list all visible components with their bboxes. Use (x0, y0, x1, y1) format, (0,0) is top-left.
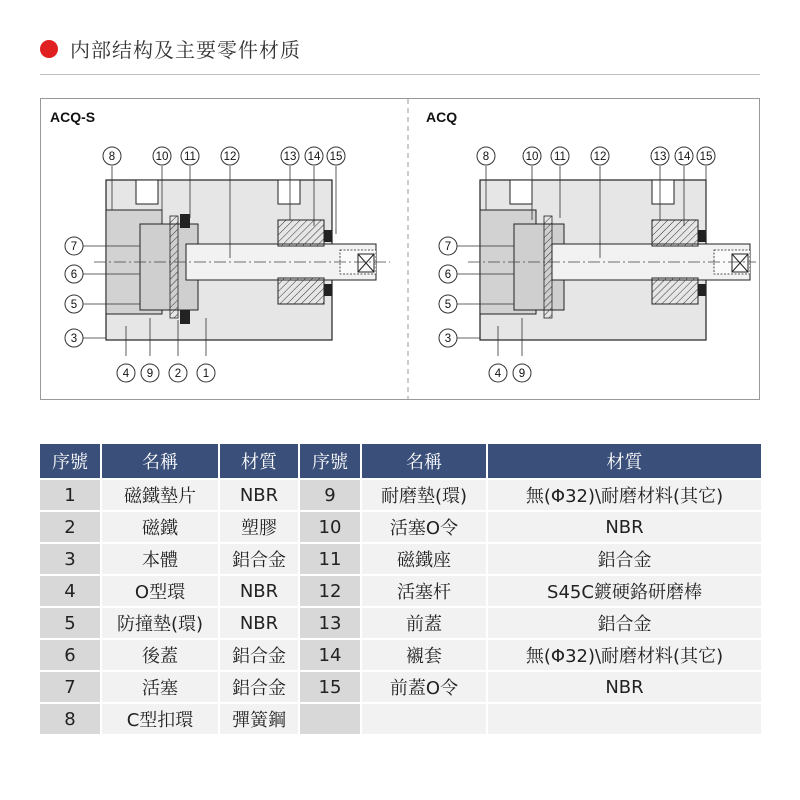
port (652, 180, 674, 204)
svg-text:5: 5 (444, 299, 452, 311)
part-name: 磁鐵 (101, 511, 219, 543)
diagram-title: ACQ (426, 109, 458, 125)
svg-text:12: 12 (223, 151, 237, 163)
front-cover-o-ring (698, 284, 706, 296)
part-number: 10 (299, 511, 361, 543)
callout-15 (327, 147, 345, 165)
svg-text:11: 11 (554, 151, 566, 163)
part-number: 1 (39, 479, 101, 511)
part-material: 塑膠 (219, 511, 299, 543)
svg-text:1: 1 (202, 368, 210, 380)
column-header: 序號 (299, 443, 361, 479)
part-material: NBR (219, 607, 299, 639)
magnet-seat (544, 216, 552, 318)
callout-14 (305, 147, 323, 165)
part-material: 鋁合金 (219, 671, 299, 703)
table-header-row (39, 443, 762, 479)
callout-11 (181, 147, 199, 165)
part-number: 11 (299, 543, 361, 575)
callout-3 (65, 329, 83, 347)
diagram-title: ACQ-S (50, 109, 96, 125)
part-number: 4 (39, 575, 101, 607)
table-row (39, 671, 762, 703)
callout-4 (117, 364, 135, 382)
part-number: 14 (299, 639, 361, 671)
part-number: 8 (39, 703, 101, 735)
part-number: 9 (299, 479, 361, 511)
front-cover-o-ring (324, 230, 332, 242)
part-material: NBR (219, 575, 299, 607)
part-number: 13 (299, 607, 361, 639)
part-material: 無(Φ32)\耐磨材料(其它) (487, 479, 762, 511)
front-cover-o-ring (698, 230, 706, 242)
table-row (39, 543, 762, 575)
callout-1 (197, 364, 215, 382)
table-row (39, 703, 762, 735)
callout-8 (103, 147, 121, 165)
part-number: 7 (39, 671, 101, 703)
part-material: 鋁合金 (487, 543, 762, 575)
column-header: 序號 (39, 443, 101, 479)
part-name: 襯套 (361, 639, 487, 671)
bushing (278, 220, 324, 246)
callout-7 (65, 237, 83, 255)
part-number (299, 703, 361, 735)
callout-3 (439, 329, 457, 347)
callout-12 (591, 147, 609, 165)
structure-diagram-panel (40, 98, 760, 400)
svg-text:14: 14 (307, 151, 321, 163)
callout-6 (439, 265, 457, 283)
column-header: 名稱 (101, 443, 219, 479)
svg-text:7: 7 (70, 241, 78, 253)
part-material: NBR (487, 511, 762, 543)
callout-9 (513, 364, 531, 382)
svg-text:13: 13 (283, 151, 297, 163)
svg-text:14: 14 (677, 151, 691, 163)
table-row (39, 511, 762, 543)
callout-4 (489, 364, 507, 382)
svg-text:15: 15 (329, 151, 343, 163)
part-name: O型環 (101, 575, 219, 607)
part-material: NBR (487, 671, 762, 703)
svg-text:13: 13 (653, 151, 667, 163)
svg-text:15: 15 (699, 151, 713, 163)
svg-text:2: 2 (174, 368, 182, 380)
section-title: 内部结构及主要零件材质 (70, 38, 301, 62)
magnet (180, 214, 190, 228)
part-name: 活塞杆 (361, 575, 487, 607)
part-name: C型扣環 (101, 703, 219, 735)
table-row (39, 607, 762, 639)
red-bullet-icon (40, 40, 58, 58)
callout-12 (221, 147, 239, 165)
part-name (361, 703, 487, 735)
svg-text:9: 9 (518, 368, 526, 380)
svg-text:10: 10 (155, 151, 169, 163)
part-number: 2 (39, 511, 101, 543)
svg-text:6: 6 (444, 269, 452, 281)
table-row (39, 575, 762, 607)
magnet-seat (170, 216, 178, 318)
svg-text:4: 4 (122, 368, 130, 380)
part-number: 12 (299, 575, 361, 607)
part-material: 彈簧鋼 (219, 703, 299, 735)
column-header: 名稱 (361, 443, 487, 479)
svg-text:5: 5 (70, 299, 78, 311)
column-header: 材質 (487, 443, 762, 479)
svg-text:10: 10 (525, 151, 539, 163)
front-cover-o-ring (324, 284, 332, 296)
callout-15 (697, 147, 715, 165)
callout-7 (439, 237, 457, 255)
svg-text:11: 11 (184, 151, 196, 163)
callout-10 (153, 147, 171, 165)
callout-13 (651, 147, 669, 165)
column-header: 材質 (219, 443, 299, 479)
part-name: 磁鐵墊片 (101, 479, 219, 511)
bushing (652, 278, 698, 304)
svg-text:4: 4 (494, 368, 502, 380)
svg-text:6: 6 (70, 269, 78, 281)
callout-10 (523, 147, 541, 165)
parts-material-table (38, 442, 763, 736)
bushing (652, 220, 698, 246)
bushing (278, 278, 324, 304)
header-divider (40, 74, 760, 75)
section-header (40, 34, 301, 63)
svg-text:9: 9 (146, 368, 154, 380)
table-row (39, 479, 762, 511)
part-number: 6 (39, 639, 101, 671)
callout-5 (65, 295, 83, 313)
part-number: 3 (39, 543, 101, 575)
svg-text:7: 7 (444, 241, 452, 253)
callout-14 (675, 147, 693, 165)
part-material: 鋁合金 (219, 639, 299, 671)
table-row (39, 639, 762, 671)
part-material: 無(Φ32)\耐磨材料(其它) (487, 639, 762, 671)
callout-11 (551, 147, 569, 165)
port (278, 180, 300, 204)
callout-2 (169, 364, 187, 382)
part-material: S45C鍍硬鉻研磨棒 (487, 575, 762, 607)
part-name: 活塞 (101, 671, 219, 703)
part-name: 活塞O令 (361, 511, 487, 543)
cylinder-cross-section-diagrams (40, 98, 760, 400)
part-name: 磁鐵座 (361, 543, 487, 575)
part-name: 前蓋O令 (361, 671, 487, 703)
port (136, 180, 158, 204)
part-material: 鋁合金 (219, 543, 299, 575)
callout-8 (477, 147, 495, 165)
svg-text:8: 8 (482, 151, 490, 163)
port (510, 180, 532, 204)
magnet (180, 310, 190, 324)
callout-6 (65, 265, 83, 283)
part-name: 後蓋 (101, 639, 219, 671)
svg-text:3: 3 (444, 333, 452, 345)
part-material (487, 703, 762, 735)
part-number: 15 (299, 671, 361, 703)
part-name: 前蓋 (361, 607, 487, 639)
svg-text:3: 3 (70, 333, 78, 345)
part-name: 耐磨墊(環) (361, 479, 487, 511)
callout-5 (439, 295, 457, 313)
callout-13 (281, 147, 299, 165)
svg-text:12: 12 (593, 151, 607, 163)
part-material: NBR (219, 479, 299, 511)
callout-9 (141, 364, 159, 382)
part-name: 本體 (101, 543, 219, 575)
part-name: 防撞墊(環) (101, 607, 219, 639)
svg-text:8: 8 (108, 151, 116, 163)
part-number: 5 (39, 607, 101, 639)
part-material: 鋁合金 (487, 607, 762, 639)
